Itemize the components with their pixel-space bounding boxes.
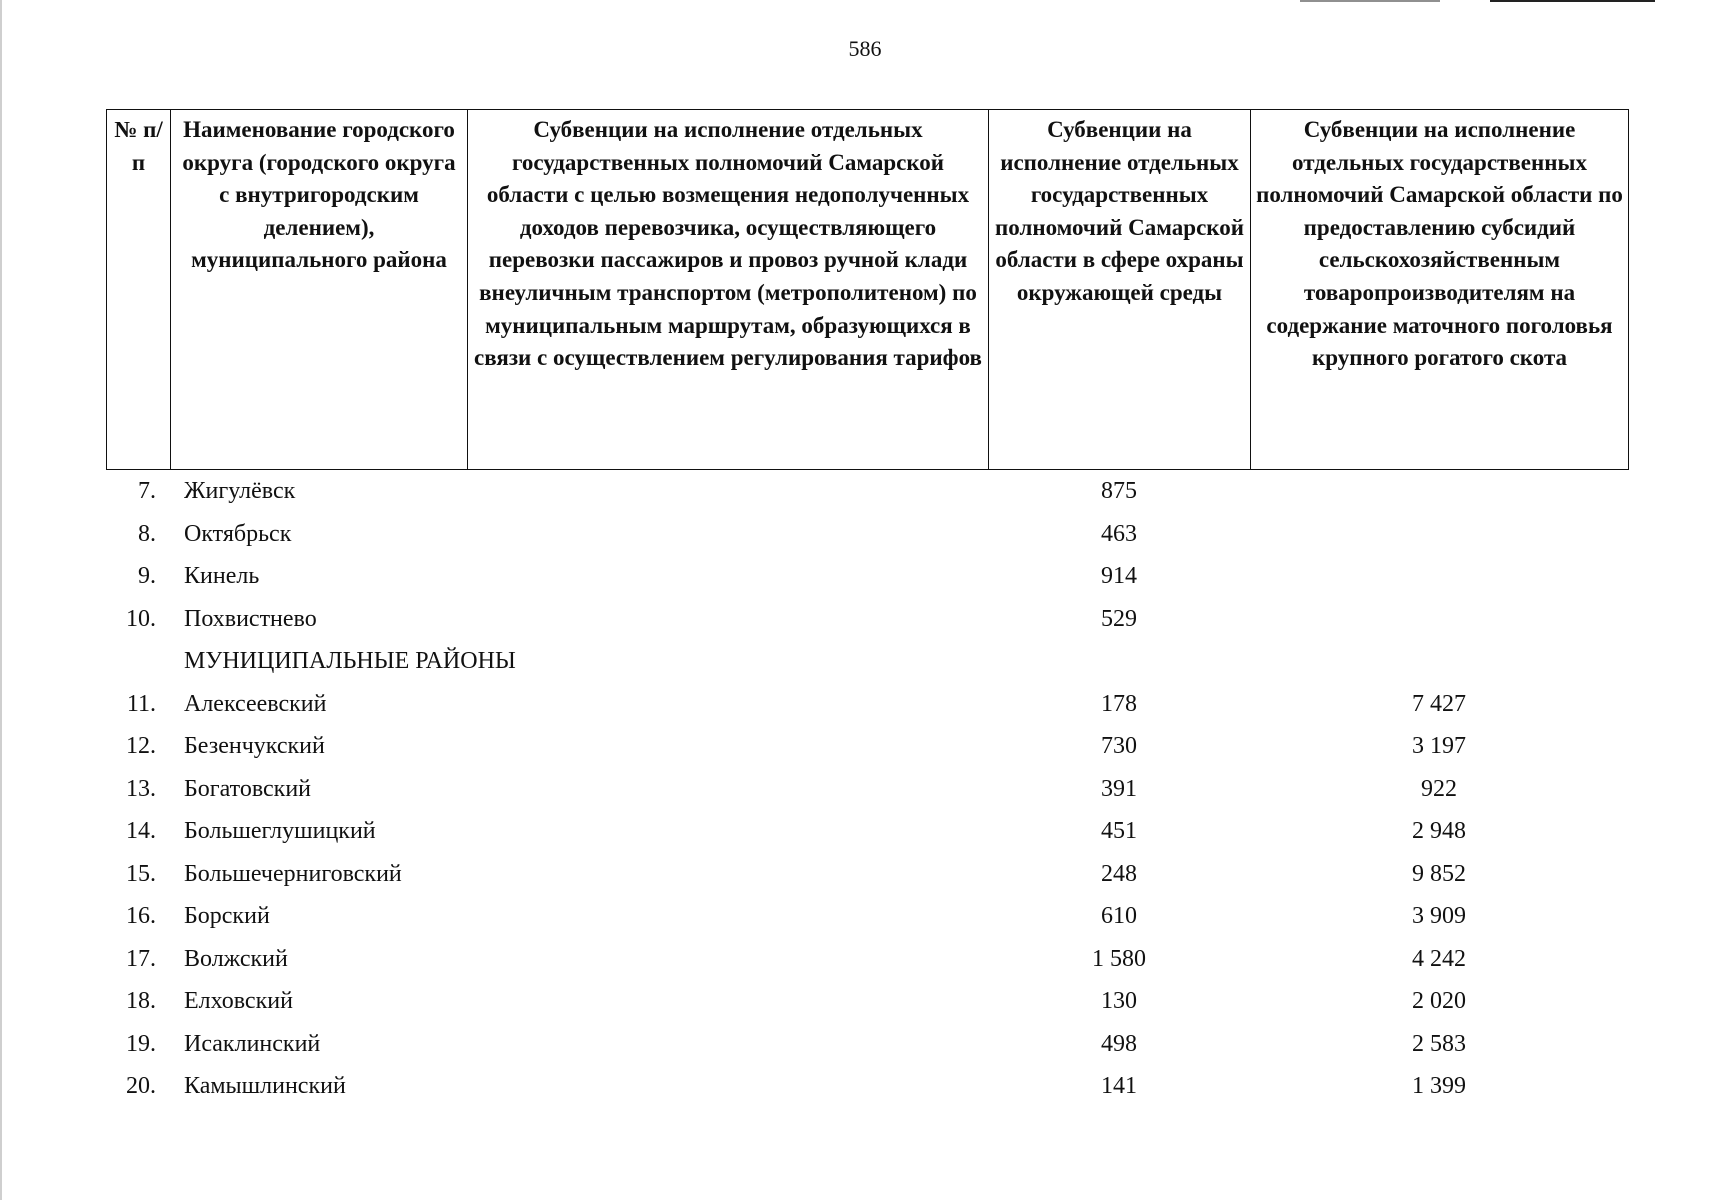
row-number: 7. bbox=[138, 478, 156, 504]
scan-left-edge bbox=[0, 0, 2, 1200]
table-body bbox=[106, 470, 1628, 1108]
row-municipality-name: Борский bbox=[184, 903, 270, 929]
section-heading-row bbox=[106, 640, 1628, 683]
row-cattle-value: 2 583 bbox=[1412, 1030, 1466, 1057]
header-municipality-name: Наименование городского округа (городского округа с внутригородским делением), муниципального района bbox=[171, 110, 468, 470]
scan-top-rule bbox=[1490, 0, 1655, 2]
table-header bbox=[106, 109, 1629, 470]
row-cattle-value: 2 020 bbox=[1412, 988, 1466, 1014]
row-environment-value: 248 bbox=[1101, 860, 1137, 887]
table-row bbox=[106, 725, 1628, 768]
row-environment-value: 610 bbox=[1101, 903, 1137, 929]
row-municipality-name: Большечерниговский bbox=[184, 860, 402, 887]
row-cattle-value: 9 852 bbox=[1412, 860, 1466, 887]
header-metro-subvention: Субвенции на исполнение отдельных государственных полномочий Самарской области с целью возмещения недополученных доходов перевозчика, осуществляющего перевозки пассажиров и провоз ручной клади внеуличным транспортом (метрополитеном) по муниципальным маршрутам, образующихся в связи с осуществлением регулирования тарифов bbox=[468, 110, 989, 470]
table-row bbox=[106, 470, 1628, 513]
row-cattle-value: 922 bbox=[1421, 775, 1457, 802]
row-number: 11. bbox=[126, 690, 156, 717]
row-cattle-value: 4 242 bbox=[1412, 945, 1466, 972]
row-number: 9. bbox=[138, 563, 156, 589]
table-row bbox=[106, 1065, 1628, 1108]
table-row bbox=[106, 810, 1628, 853]
table-row bbox=[106, 683, 1628, 726]
header-environment-subvention: Субвенции на исполнение отдельных государственных полномочий Самарской области в сфере охраны окружающей среды bbox=[989, 110, 1251, 470]
row-cattle-value: 7 427 bbox=[1412, 690, 1466, 717]
row-number: 12. bbox=[126, 733, 156, 759]
row-environment-value: 529 bbox=[1101, 605, 1137, 632]
row-environment-value: 1 580 bbox=[1092, 945, 1146, 972]
row-environment-value: 498 bbox=[1101, 1030, 1137, 1057]
row-municipality-name: МУНИЦИПАЛЬНЫЕ РАЙОНЫ bbox=[184, 648, 516, 674]
row-number: 8. bbox=[138, 520, 156, 547]
header-number: № п/п bbox=[107, 110, 171, 470]
header-cattle-subvention: Субвенции на исполнение отдельных государственных полномочий Самарской области по предоставлению субсидий сельскохозяйственным товаропроизводителям на содержание маточного поголовья крупного рогатого скота bbox=[1251, 110, 1629, 470]
row-number: 13. bbox=[126, 775, 156, 802]
row-cattle-value: 3 197 bbox=[1412, 733, 1466, 759]
scan-top-mark bbox=[1300, 0, 1440, 2]
row-environment-value: 875 bbox=[1101, 478, 1137, 504]
page-number: 586 bbox=[848, 36, 882, 61]
table-row bbox=[106, 598, 1628, 641]
row-number: 20. bbox=[126, 1073, 156, 1099]
row-environment-value: 141 bbox=[1101, 1073, 1137, 1099]
row-cattle-value: 2 948 bbox=[1412, 818, 1466, 844]
row-number: 14. bbox=[126, 818, 156, 844]
row-municipality-name: Алексеевский bbox=[184, 690, 327, 717]
row-number: 16. bbox=[126, 903, 156, 929]
row-municipality-name: Исаклинский bbox=[184, 1030, 321, 1057]
row-municipality-name: Безенчукский bbox=[184, 733, 325, 759]
row-environment-value: 391 bbox=[1101, 775, 1137, 802]
row-municipality-name: Похвистнево bbox=[184, 605, 317, 632]
row-number: 19. bbox=[126, 1030, 156, 1057]
row-cattle-value: 1 399 bbox=[1412, 1073, 1466, 1099]
row-municipality-name: Камышлинский bbox=[184, 1073, 346, 1099]
table-row bbox=[106, 1023, 1628, 1066]
table-row bbox=[106, 938, 1628, 981]
row-municipality-name: Кинель bbox=[184, 563, 260, 589]
row-environment-value: 130 bbox=[1101, 988, 1137, 1014]
table-row bbox=[106, 768, 1628, 811]
row-number: 17. bbox=[126, 945, 156, 972]
row-environment-value: 730 bbox=[1101, 733, 1137, 759]
table-row bbox=[106, 980, 1628, 1023]
row-number: 10. bbox=[126, 605, 156, 632]
row-number: 15. bbox=[126, 860, 156, 887]
table-row bbox=[106, 555, 1628, 598]
row-environment-value: 178 bbox=[1101, 690, 1137, 717]
row-cattle-value: 3 909 bbox=[1412, 903, 1466, 929]
table-row bbox=[106, 895, 1628, 938]
row-municipality-name: Волжский bbox=[184, 945, 288, 972]
row-number: 18. bbox=[126, 988, 156, 1014]
row-municipality-name: Жигулёвск bbox=[184, 478, 296, 504]
row-municipality-name: Большеглушицкий bbox=[184, 818, 376, 844]
table-row bbox=[106, 853, 1628, 896]
row-municipality-name: Октябрьск bbox=[184, 520, 292, 547]
row-municipality-name: Богатовский bbox=[184, 775, 312, 802]
row-environment-value: 914 bbox=[1101, 563, 1137, 589]
row-municipality-name: Елховский bbox=[184, 988, 293, 1014]
row-environment-value: 463 bbox=[1101, 520, 1137, 547]
table-row bbox=[106, 513, 1628, 556]
row-environment-value: 451 bbox=[1101, 818, 1137, 844]
